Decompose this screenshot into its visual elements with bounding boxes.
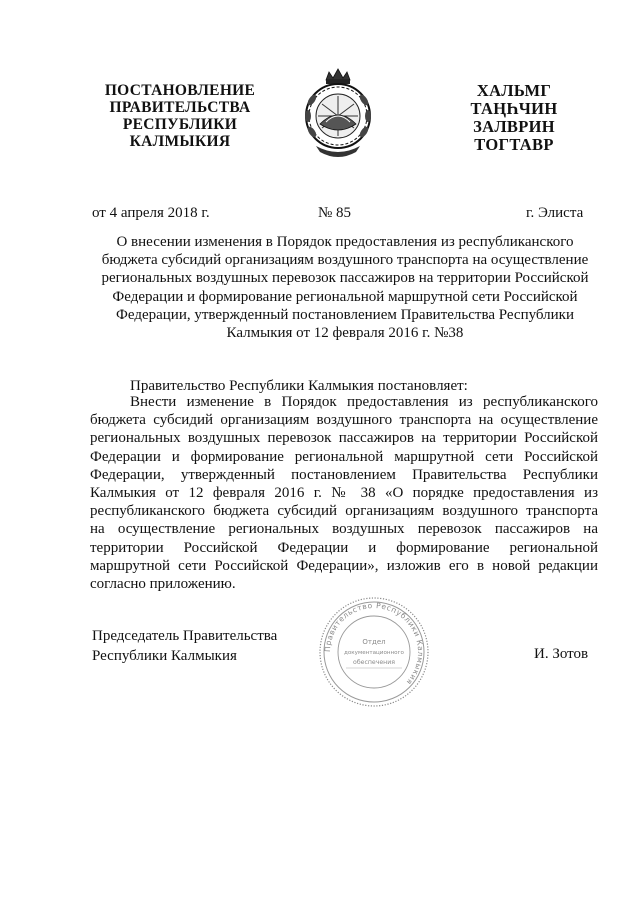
document-city: г. Элиста xyxy=(526,205,584,221)
seal-inner-line: документационного xyxy=(344,650,404,656)
body-line: республиканского бюджета субсидий организациям воздушного транспорта xyxy=(90,503,598,520)
title-line: Федерации и формирование региональной маршрутной сети Российской xyxy=(112,288,578,305)
body-line: согласно приложению. xyxy=(90,575,236,592)
document-date: от 4 апреля 2018 г. xyxy=(92,205,210,221)
body-line: Калмыкия от 12 февраля 2016 г. № 38 «О порядке предоставления из xyxy=(90,484,598,501)
body-line: региональных воздушных перевозок пассажиров на территории Российской xyxy=(90,430,598,447)
header-right-line: ТАҢҺЧИН xyxy=(470,99,558,118)
seal-outer-text: Правительство Республики Калмыкия xyxy=(322,600,426,687)
document-title xyxy=(92,233,598,342)
header-left-line: ПОСТАНОВЛЕНИЕ xyxy=(104,82,256,99)
header-left-line: КАЛМЫКИЯ xyxy=(129,133,231,150)
resolution-body xyxy=(90,393,598,593)
coat-of-arms-emblem-icon xyxy=(296,66,380,158)
header-right-line: ТОГТАВР xyxy=(474,135,554,154)
signatory-name: И. Зотов xyxy=(534,646,589,662)
body-line: бюджета субсидий организациям воздушного транспорта на осуществление xyxy=(90,412,598,429)
body-line: территории Российской Федерации и формирование региональной xyxy=(90,539,598,556)
body-line: Федерации и формирование региональной маршрутной сети Российской xyxy=(90,448,598,465)
seal-inner-line: обеспечения xyxy=(353,659,395,666)
signatory-position xyxy=(92,626,277,666)
title-line: Федерации, утвержденный постановлением Правительства Республики xyxy=(116,306,574,323)
header-left-line: ПРАВИТЕЛЬСТВА xyxy=(109,99,251,116)
title-line: О внесении изменения в Порядок предоставления из республиканского xyxy=(116,234,574,250)
title-line: региональных воздушных перевозок пассажиров на территории Российской xyxy=(101,270,589,287)
resolution-intro: Правительство Республики Калмыкия постановляет: xyxy=(130,378,468,394)
seal-inner-line: Отдел xyxy=(362,638,386,646)
body-line: Внести изменение в Порядок предоставления из республиканского xyxy=(130,394,598,410)
signatory-position-line: Председатель Правительства xyxy=(92,628,278,644)
header-left-title xyxy=(95,82,265,150)
header-left-line: РЕСПУБЛИКИ xyxy=(122,116,238,133)
title-line: бюджета субсидий организациям воздушного транспорта на осуществление xyxy=(101,252,589,269)
signatory-position-line: Республики Калмыкия xyxy=(92,648,237,664)
title-line: Калмыкия от 12 февраля 2016 г. №38 xyxy=(226,325,464,342)
header-right-line: ЗАЛВРИН xyxy=(473,117,555,136)
header-right-line: ХАЛЬМГ xyxy=(476,81,552,100)
official-stamp-seal xyxy=(318,596,430,708)
header-right-title xyxy=(455,82,573,154)
body-line: Федерации, утвержденный постановлением Правительства Республики xyxy=(90,466,598,483)
body-line: на осуществление региональных воздушных перевозок пассажиров на xyxy=(90,521,598,538)
body-line: маршрутной сети Российской Федерации», изложив его в новой редакции xyxy=(90,557,598,574)
document-number: № 85 xyxy=(318,205,352,221)
